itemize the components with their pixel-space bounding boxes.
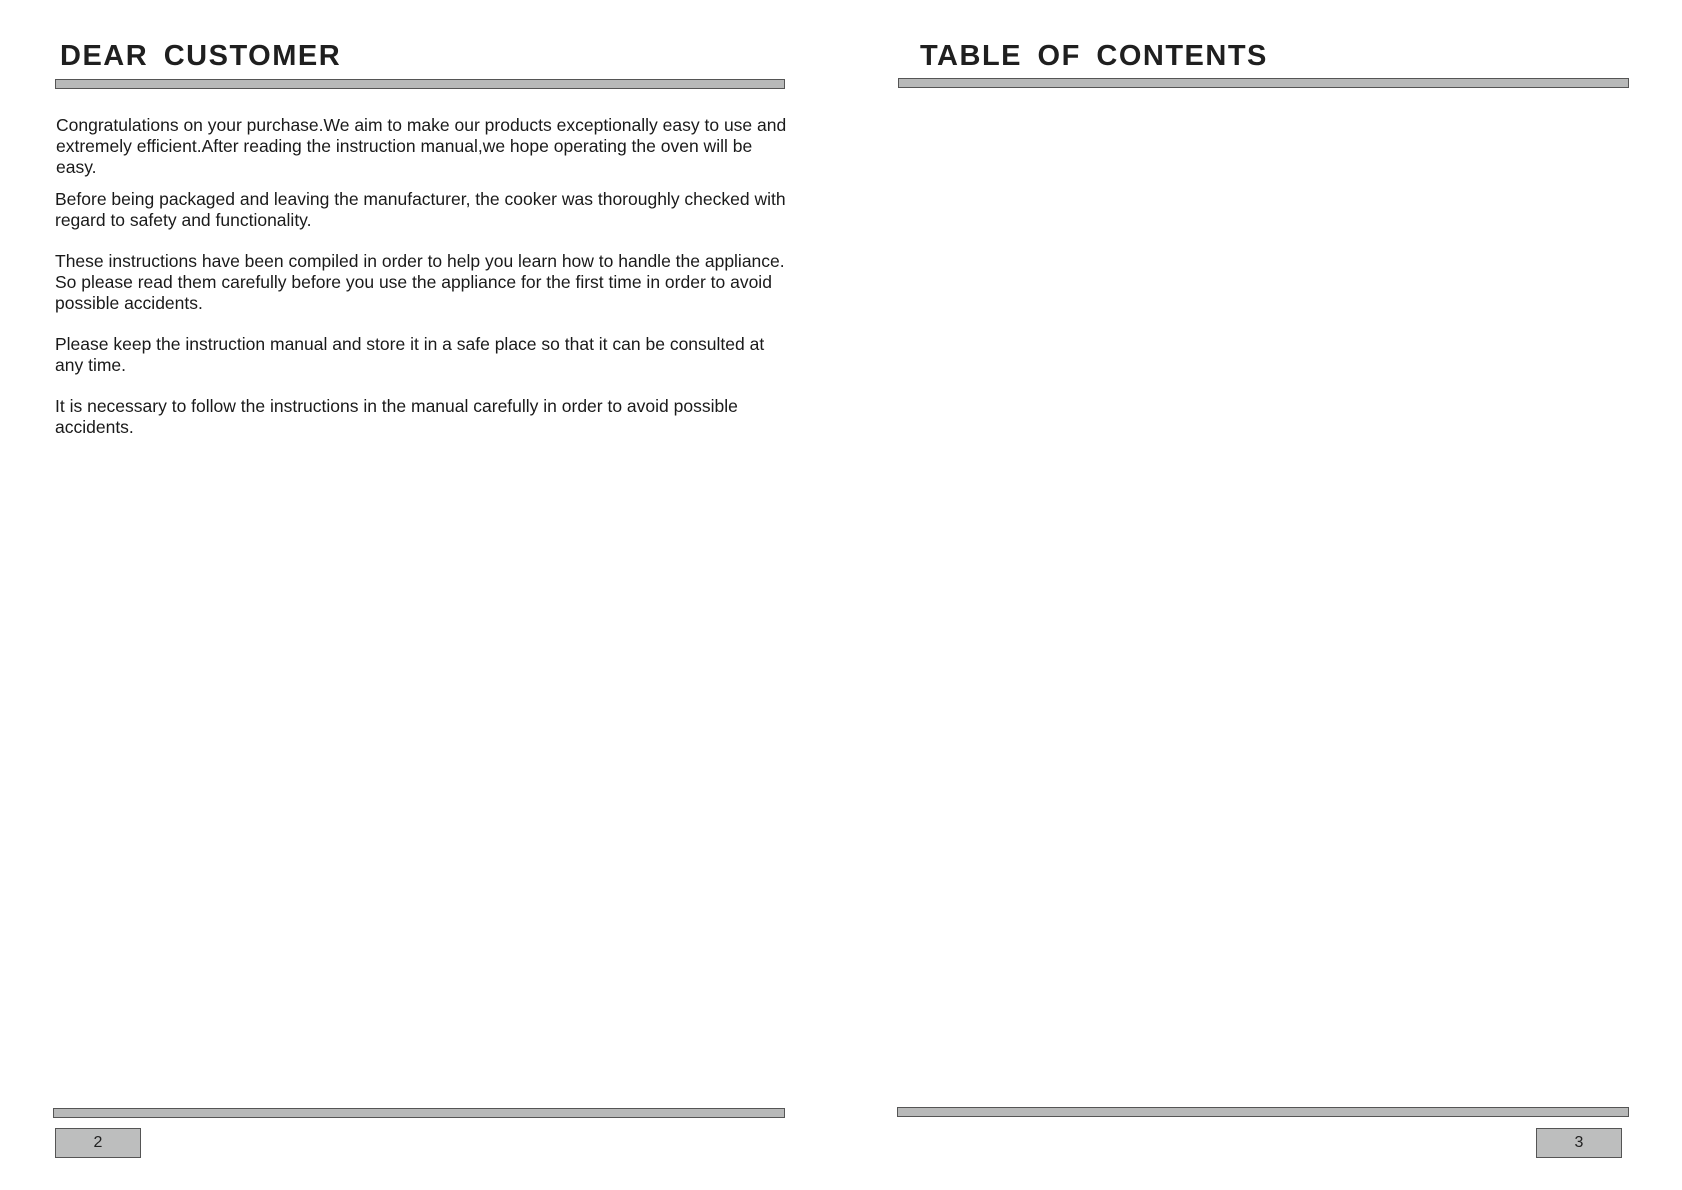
page-number: 2 [55,1128,141,1158]
paragraph-follow-instructions: It is necessary to follow the instructions in the manual carefully in order to avoid possible accidents. [55,396,738,437]
paragraph-instructions: These instructions have been compiled in order to help you learn how to handle the appliance. So please read them carefully before you use the appliance for the first time in order to avoid possible accidents. [55,251,785,313]
right-page [841,0,1682,1190]
footer-rule [53,1108,785,1118]
paragraph-packaged: Before being packaged and leaving the manufacturer, the cooker was thoroughly checked with regard to safety and functionality. [55,189,786,230]
paragraph-congratulations: Congratulations on your purchase.We aim to make our products exceptionally easy to use and extremely efficient.After reading the instruction manual,we hope operating the oven will be easy. [56,115,787,177]
heading-rule [55,79,785,89]
paragraph-keep-manual: Please keep the instruction manual and store it in a safe place so that it can be consulted at any time. [55,334,765,375]
page-number: 3 [1536,1128,1622,1158]
intro-text [55,115,795,458]
page-heading-dear-customer: DEAR CUSTOMER [60,40,342,72]
page-heading-table-of-contents: TABLE OF CONTENTS [920,40,1268,72]
footer-rule [897,1107,1629,1117]
heading-rule [898,78,1629,88]
